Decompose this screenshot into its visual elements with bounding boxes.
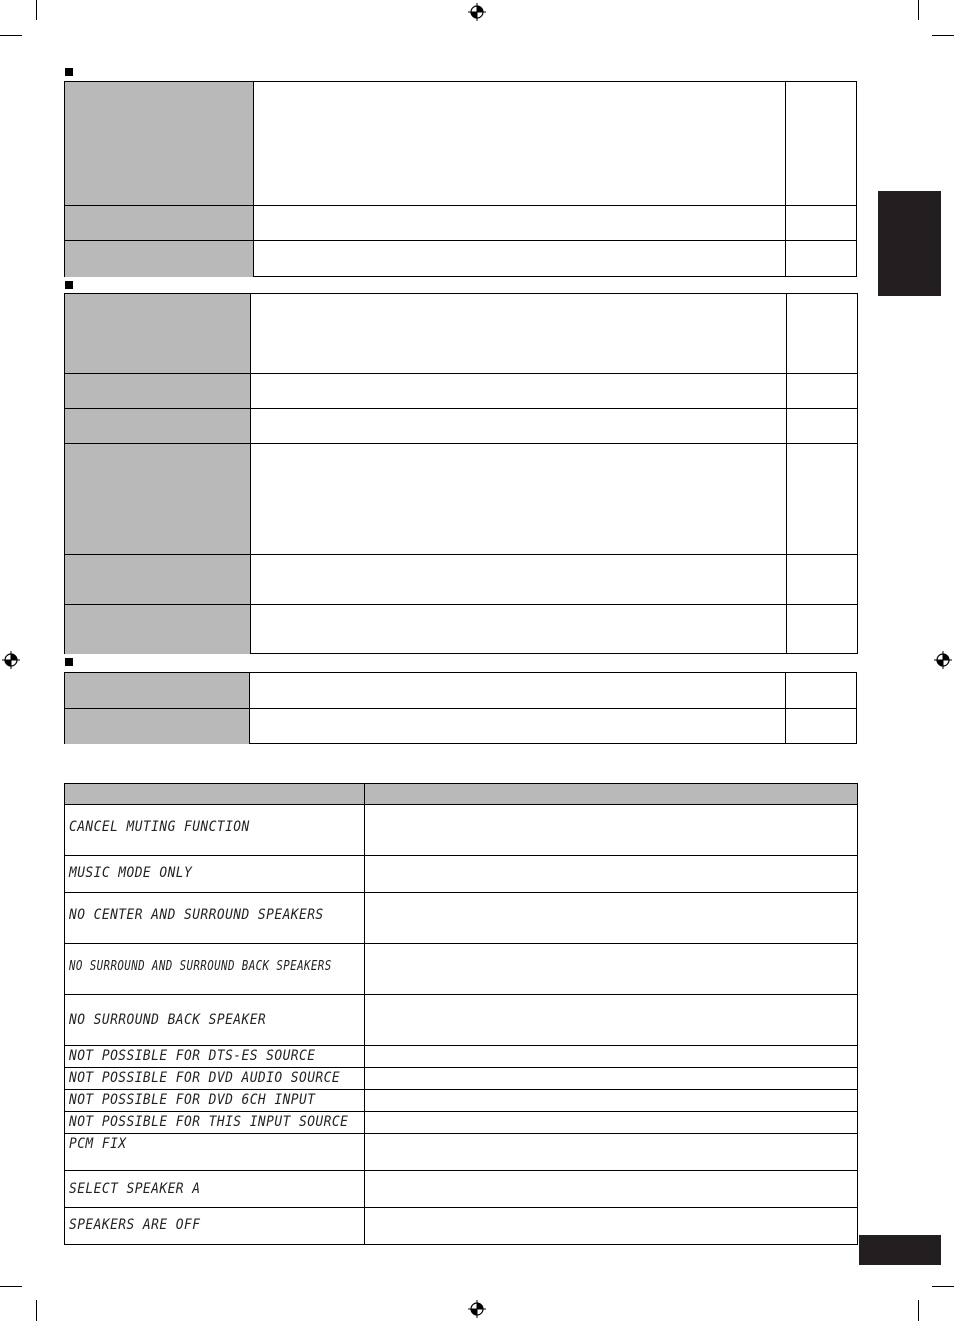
section-bullet-icon bbox=[65, 281, 73, 289]
troubleshooting-table-1 bbox=[64, 81, 857, 277]
display-message: SPEAKERS ARE OFF bbox=[69, 1217, 201, 1233]
label-cell bbox=[65, 82, 254, 205]
table-header bbox=[65, 784, 857, 805]
crop-mark bbox=[0, 35, 22, 36]
table-row bbox=[65, 205, 856, 241]
label-cell bbox=[65, 555, 251, 605]
label-cell bbox=[65, 605, 251, 654]
display-message: PCM FIX bbox=[69, 1136, 127, 1152]
display-message: SELECT SPEAKER A bbox=[69, 1181, 201, 1197]
label-cell bbox=[65, 294, 251, 373]
table-row bbox=[65, 240, 856, 277]
label-cell bbox=[65, 673, 250, 708]
crop-mark bbox=[0, 1286, 22, 1287]
label-cell bbox=[65, 709, 250, 744]
display-message: NOT POSSIBLE FOR DVD 6CH INPUT bbox=[69, 1092, 316, 1108]
table-row bbox=[65, 994, 857, 1046]
crop-mark bbox=[36, 0, 37, 20]
table-row bbox=[65, 673, 856, 708]
display-message: NO CENTER AND SURROUND SPEAKERS bbox=[69, 907, 324, 923]
troubleshooting-table-3 bbox=[64, 672, 857, 744]
registration-mark-icon bbox=[934, 651, 952, 669]
table-row bbox=[65, 82, 856, 205]
table-row bbox=[65, 1133, 857, 1171]
registration-mark-icon bbox=[468, 1300, 486, 1318]
label-cell bbox=[65, 409, 251, 444]
crop-mark bbox=[918, 1300, 919, 1321]
display-message: NO SURROUND AND SURROUND BACK SPEAKERS bbox=[69, 959, 332, 974]
language-tab bbox=[878, 191, 941, 296]
crop-mark bbox=[932, 1286, 954, 1287]
display-message: NOT POSSIBLE FOR DTS-ES SOURCE bbox=[69, 1048, 316, 1064]
table-row bbox=[65, 294, 857, 373]
table-row bbox=[65, 892, 857, 944]
table-row bbox=[65, 1170, 857, 1208]
display-message: MUSIC MODE ONLY bbox=[69, 865, 193, 881]
registration-mark-icon bbox=[2, 651, 20, 669]
crop-mark bbox=[36, 1300, 37, 1321]
table-row bbox=[65, 604, 857, 654]
table-row bbox=[65, 943, 857, 995]
table-row bbox=[65, 804, 857, 855]
display-message-table bbox=[64, 783, 858, 1245]
label-cell bbox=[65, 374, 251, 409]
label-cell bbox=[65, 444, 251, 555]
registration-mark-icon bbox=[468, 3, 486, 21]
page-number-box bbox=[859, 1235, 941, 1265]
troubleshooting-table-2 bbox=[64, 293, 858, 654]
table-row bbox=[65, 1067, 857, 1090]
table-row bbox=[65, 554, 857, 605]
display-message: NOT POSSIBLE FOR THIS INPUT SOURCE bbox=[69, 1114, 349, 1130]
table-row bbox=[65, 1089, 857, 1112]
display-message: CANCEL MUTING FUNCTION bbox=[69, 819, 250, 835]
crop-mark bbox=[932, 35, 954, 36]
table-row bbox=[65, 1111, 857, 1134]
table-row bbox=[65, 708, 856, 744]
label-cell bbox=[65, 206, 254, 241]
display-message: NOT POSSIBLE FOR DVD AUDIO SOURCE bbox=[69, 1070, 341, 1086]
display-message: NO SURROUND BACK SPEAKER bbox=[69, 1012, 267, 1028]
table-row bbox=[65, 1207, 857, 1245]
table-row bbox=[65, 373, 857, 409]
section-bullet-icon bbox=[65, 68, 73, 76]
table-row bbox=[65, 1045, 857, 1068]
crop-mark bbox=[918, 0, 919, 20]
table-row bbox=[65, 408, 857, 444]
section-bullet-icon bbox=[65, 658, 73, 666]
label-cell bbox=[65, 241, 254, 277]
table-row bbox=[65, 855, 857, 893]
table-row bbox=[65, 443, 857, 555]
